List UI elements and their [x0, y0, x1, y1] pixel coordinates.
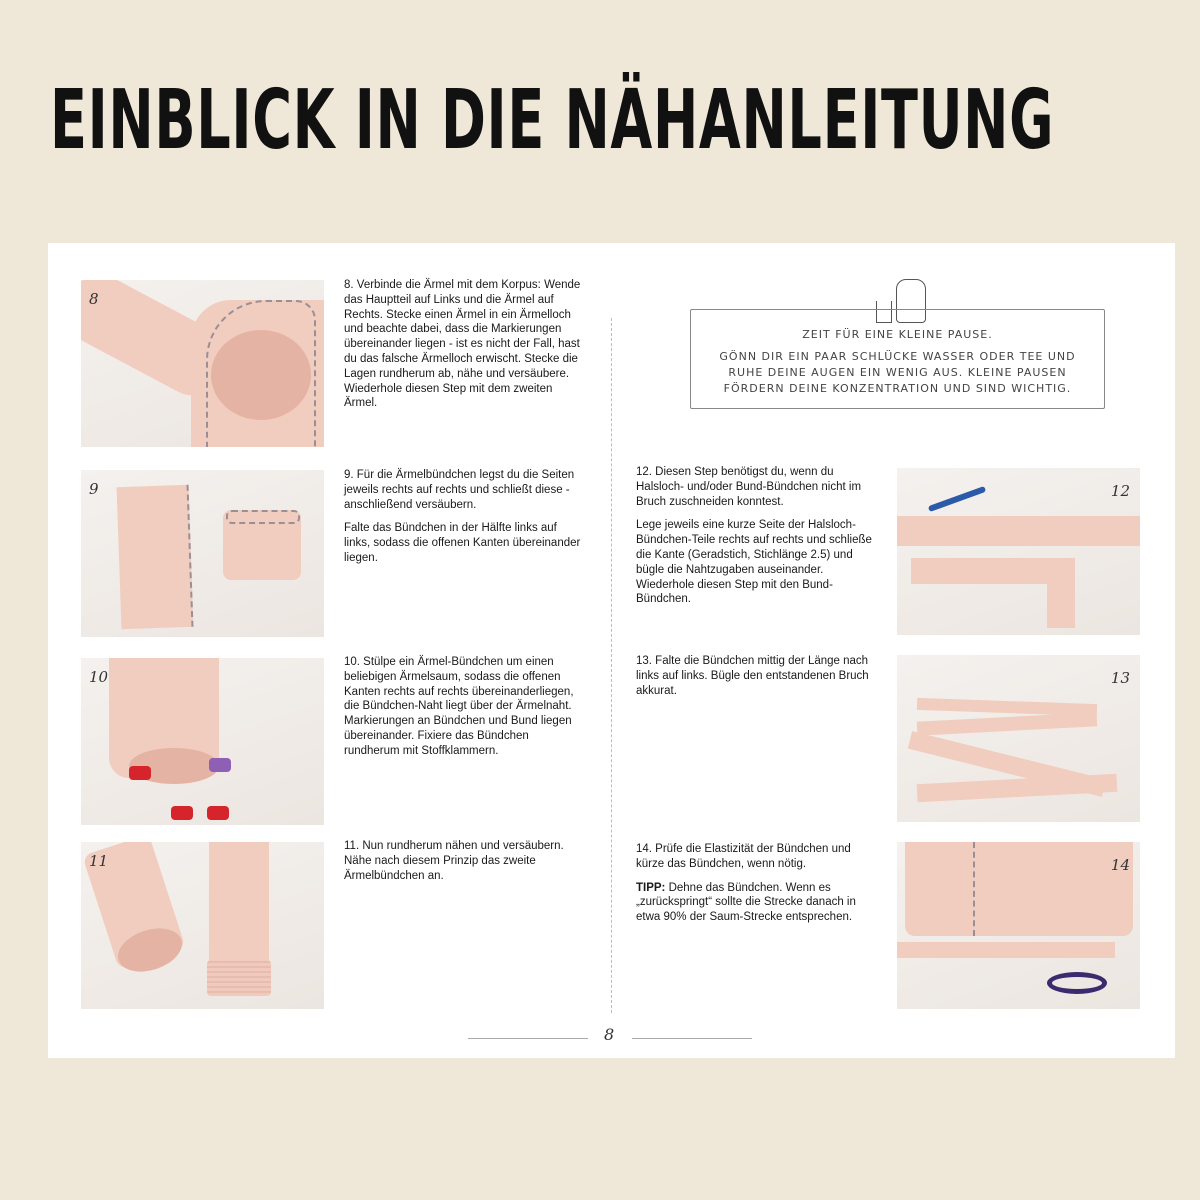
step-12-text: 12. Diesen Step benötigst du, wenn du Halsloch- und/oder Bund-Bündchen nicht im Bruch zuschneiden konntest. Lege jeweils eine kurze Seite der Halsloch-Bündchen-Teile rechts auf rechts und schließe die Kante (Geradstich, Stichlänge 2.5) und bügle die Nahtzugaben auseinander. Wiederhole diesen Step mit den Bund-Bündchen. — [636, 466, 872, 606]
step-10-photo — [81, 658, 324, 825]
instruction-spread — [48, 243, 1175, 1058]
step-11-number: 11 — [89, 852, 109, 870]
step-9-text: 9. Für die Ärmelbündchen legst du die Seiten jeweils rechts auf rechts und schließt diese - anschließend versäubern. Falte das Bündchen in der Hälfte links auf links, sodass die offenen Kanten übereinander liegen. — [344, 469, 581, 564]
tip-text: Dehne das Bündchen. Wenn es „zurückspringt“ sollte die Strecke danach in etwa 90% der Saum-Strecke entsprechen. — [636, 881, 856, 924]
pause-note-box — [690, 309, 1105, 409]
footer-rule-right — [632, 1038, 752, 1039]
step-8-number: 8 — [89, 290, 99, 308]
step-13-number: 13 — [1110, 669, 1130, 687]
step-12-number: 12 — [1110, 482, 1130, 500]
step-11-text: 11. Nun rundherum nähen und versäubern. Nähe nach diesem Prinzip das zweite Ärmelbündchen an. — [344, 840, 564, 882]
step-9-photo — [81, 470, 324, 637]
step-14-photo — [897, 842, 1140, 1009]
step-8-photo — [81, 280, 324, 447]
pause-body: GÖNN DIR EIN PAAR SCHLÜCKE WASSER ODER TEE UND RUHE DEINE AUGEN EIN WENIG AUS. KLEINE PAUSEN FÖRDERN DEINE KONZENTRATION UND SIND WICHTIG. — [719, 350, 1076, 395]
tip-label: TIPP: — [636, 881, 666, 894]
footer-rule-left — [468, 1038, 588, 1039]
step-11-photo — [81, 842, 324, 1009]
step-8-text: 8. Verbinde die Ärmel mit dem Korpus: Wende das Hauptteil auf Links und die Ärmel auf Rechts. Stecke einen Ärmel in ein Ärmelloch und beachte dabei, dass die Markierungen übereinander liegen - ist es nicht der Fall, hast du das falsche Ärmelloch erwischt. Stecke die Lagen rundherum ab, nähe und versäubere. Wiederhole diesen Step mit dem zweiten Ärmel. — [344, 279, 581, 410]
step-12-photo — [897, 468, 1140, 635]
step-9-number: 9 — [89, 480, 99, 498]
page-title: EINBLICK IN DIE NÄHANLEITUNG — [50, 73, 1055, 168]
step-13-text: 13. Falte die Bündchen mittig der Länge nach links auf links. Bügle den entstandenen Bruch akkurat. — [636, 655, 869, 697]
step-10-number: 10 — [89, 668, 109, 686]
page-gutter — [611, 318, 612, 1013]
step-14-number: 14 — [1110, 856, 1130, 874]
step-14-text: 14. Prüfe die Elastizität der Bündchen und kürze das Bündchen, wenn nötig. TIPP: Dehne das Bündchen. Wenn es „zurückspringt“ sollte die Strecke danach in etwa 90% der Saum-Strecke entsprechen. — [636, 843, 856, 924]
pause-heading: ZEIT FÜR EINE KLEINE PAUSE. — [802, 328, 993, 341]
step-13-photo — [897, 655, 1140, 822]
page-number: 8 — [604, 1025, 615, 1044]
step-10-text: 10. Stülpe ein Ärmel-Bündchen um einen beliebigen Ärmelsaum, sodass die offenen Kanten rechts auf rechts übereinanderliegen, die Bündchen-Naht liegt über der Ärmelnaht. Markierungen an Bündchen und Bund liegen übereinander. Fixiere das Bündchen rundherum mit Stoffklammern. — [344, 656, 574, 757]
